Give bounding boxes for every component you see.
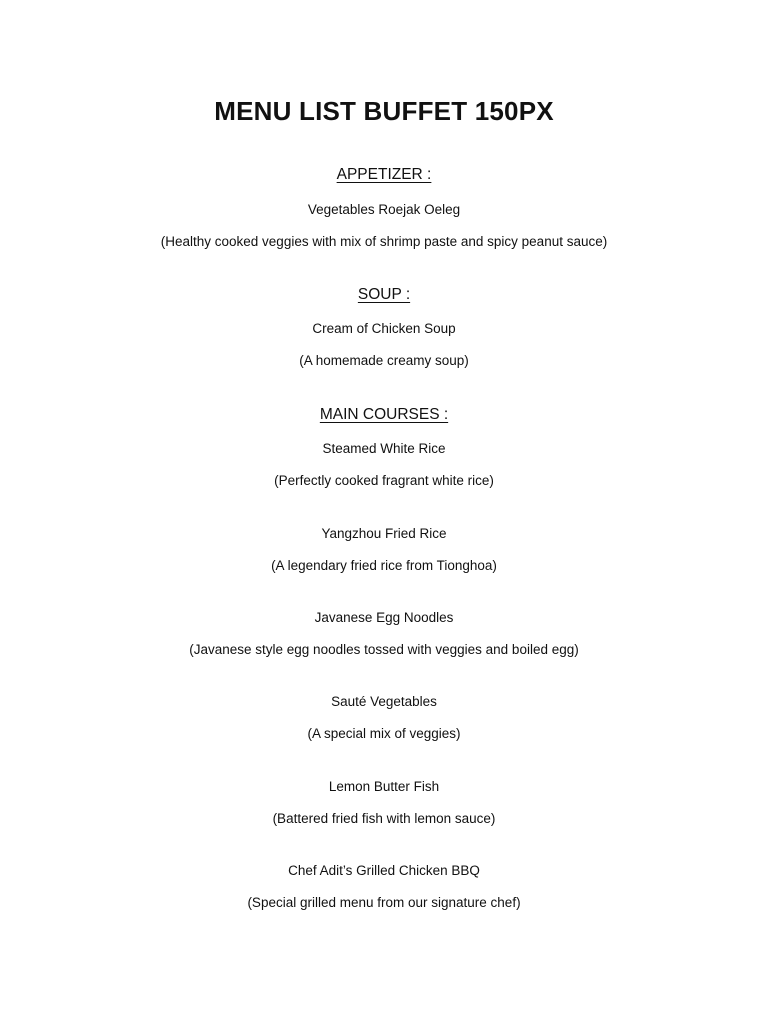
dish-description: (Battered fried fish with lemon sauce) xyxy=(272,811,496,826)
dish-description: (A legendary fried rice from Tionghoa) xyxy=(271,558,497,573)
dish-name: Sauté Vegetables xyxy=(331,694,437,709)
dish-description: (Perfectly cooked fragrant white rice) xyxy=(274,473,494,488)
dish-name: Javanese Egg Noodles xyxy=(314,610,454,625)
dish-description: (A homemade creamy soup) xyxy=(299,353,469,368)
dish-name: Lemon Butter Fish xyxy=(328,779,440,794)
dish-description: (A special mix of veggies) xyxy=(307,726,461,741)
dish-name: Cream of Chicken Soup xyxy=(312,321,456,336)
page-title: MENU LIST BUFFET 150PX xyxy=(214,96,554,126)
dish-name: Steamed White Rice xyxy=(322,441,446,456)
section-heading-appetizer: APPETIZER : xyxy=(336,166,432,183)
dish-name: Vegetables Roejak Oeleg xyxy=(307,202,461,217)
dish-name: Chef Adit’s Grilled Chicken BBQ xyxy=(288,863,480,878)
dish-description: (Special grilled menu from our signature chef) xyxy=(247,895,521,910)
section-heading-soup: SOUP : xyxy=(357,286,411,303)
dish-name: Yangzhou Fried Rice xyxy=(321,526,447,541)
dish-description: (Javanese style egg noodles tossed with veggies and boiled egg) xyxy=(189,642,579,657)
dish-description: (Healthy cooked veggies with mix of shrimp paste and spicy peanut sauce) xyxy=(160,234,608,249)
section-heading-main-courses: MAIN COURSES : xyxy=(319,406,449,423)
